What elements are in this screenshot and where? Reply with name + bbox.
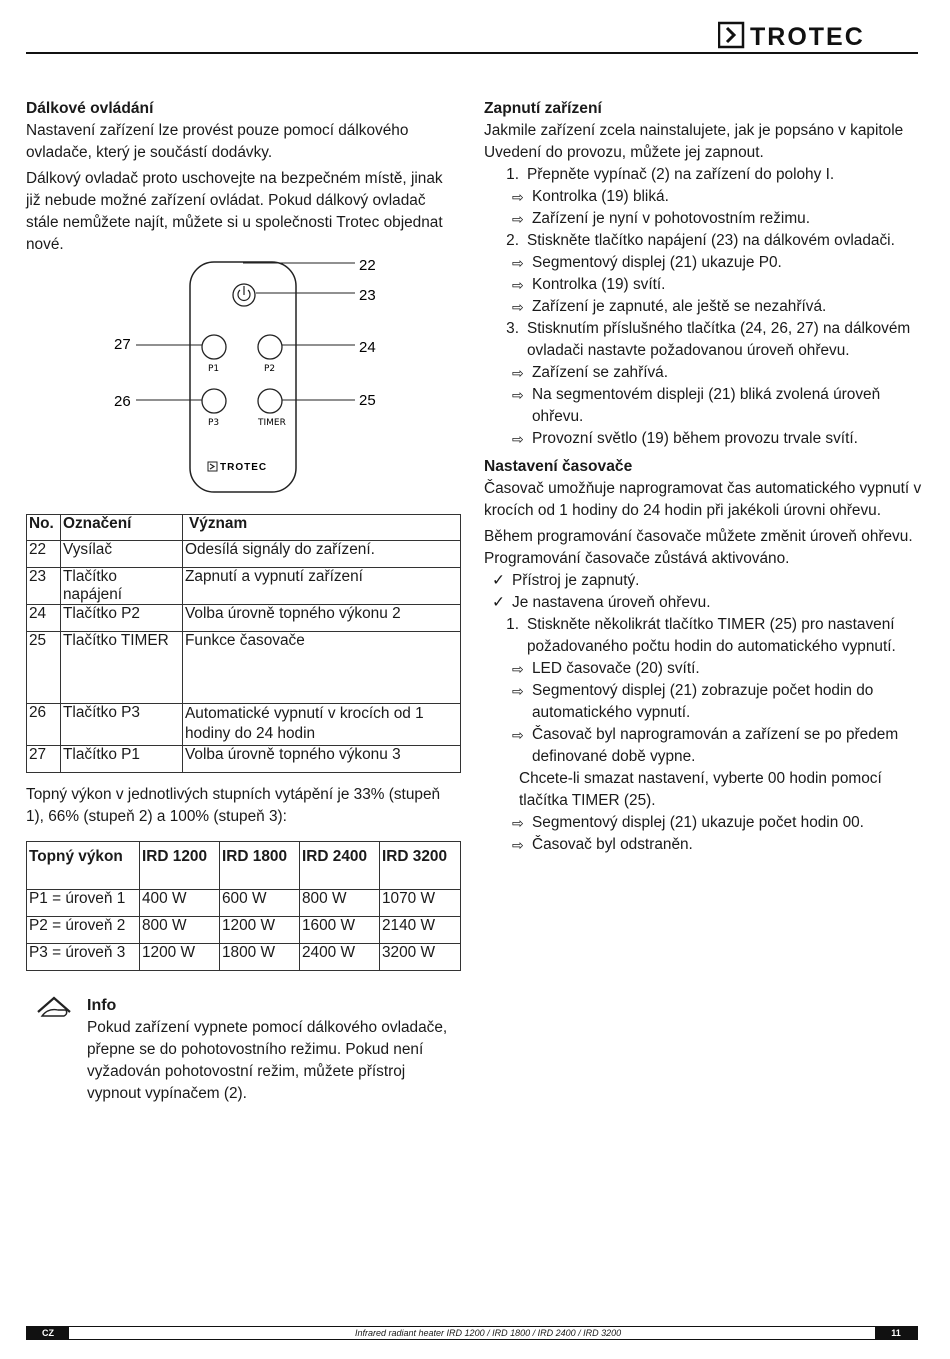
step-number: 3. (506, 320, 519, 337)
table-header-cell: IRD 1800 (220, 842, 300, 890)
table-cell: Tlačítko TIMER (61, 632, 183, 704)
table-cell: Volba úrovně topného výkonu 3 (183, 746, 461, 773)
table-row (27, 541, 461, 568)
table-cell: Funkce časovače (183, 632, 461, 704)
check-item (484, 592, 924, 614)
step-number: 1. (506, 616, 519, 633)
remote-diagram (100, 250, 400, 500)
step-text: Stiskněte tlačítko napájení (23) na dálkovém ovladači. (527, 232, 895, 249)
table-row (27, 632, 461, 704)
result-item (484, 812, 924, 834)
table-header-cell: IRD 2400 (300, 842, 380, 890)
table-row (27, 704, 461, 746)
footer-language: CZ (27, 1327, 69, 1339)
table-cell: 400 W (140, 890, 220, 917)
p3-label: P3 (208, 418, 220, 428)
check-icon: ✓ (492, 572, 505, 589)
step-3 (484, 318, 924, 362)
arrow-icon: ⇨ (512, 661, 524, 677)
table-cell: Volba úrovně topného výkonu 2 (183, 605, 461, 632)
arrow-icon: ⇨ (512, 431, 524, 447)
arrow-icon: ⇨ (512, 387, 524, 403)
table-cell: 1200 W (140, 944, 220, 971)
p2-button (258, 335, 282, 359)
check-item (484, 570, 924, 592)
info-hand-icon (34, 994, 74, 1022)
table-cell: P2 = úroveň 2 (27, 917, 140, 944)
remote-para-1: Nastavení zařízení lze provést pouze pomocí dálkového ovladače, který je součástí dodávky. (26, 122, 409, 161)
result-text: LED časovače (20) svítí. (532, 660, 700, 677)
info-title: Info (87, 997, 117, 1014)
table-cell: 1070 W (380, 890, 461, 917)
result-text: Zařízení se zahřívá. (532, 364, 669, 381)
trotec-logo (718, 20, 918, 50)
callout-23: 23 (359, 287, 376, 304)
table-cell: 25 (27, 632, 61, 704)
table-cell: 27 (27, 746, 61, 773)
step-text: Stiskněte několikrát tlačítko TIMER (25) pro nastavení požadovaného počtu hodin do automatického vypnutí. (527, 616, 896, 655)
check-icon: ✓ (492, 594, 505, 611)
callout-27: 27 (114, 336, 131, 353)
table-cell: Tlačítko P1 (61, 746, 183, 773)
p1-label: P1 (208, 364, 220, 374)
arrow-icon: ⇨ (512, 277, 524, 293)
result-text: Časovač byl naprogramován a zařízení se po předem definované době vypne. (532, 726, 899, 765)
table-cell: Tlačítko napájení (61, 568, 183, 605)
step-2 (484, 230, 924, 252)
header-rule (26, 52, 918, 54)
table-row (27, 890, 461, 917)
callout-22: 22 (359, 257, 376, 274)
result-text: Segmentový displej (21) zobrazuje počet hodin do automatického vypnutí. (532, 682, 874, 721)
result-text: Zařízení je nyní v pohotovostním režimu. (532, 210, 811, 227)
arrow-icon: ⇨ (512, 255, 524, 271)
result-item (484, 384, 924, 428)
callout-25: 25 (359, 392, 376, 409)
table-cell: 2140 W (380, 917, 461, 944)
power-text: Topný výkon v jednotlivých stupních vytápění je 33% (stupeň 1), 66% (stupeň 2) a 100% (stupeň 3): (26, 786, 441, 825)
arrow-icon: ⇨ (512, 727, 524, 743)
step-1 (484, 164, 924, 186)
footer-bar (26, 1326, 918, 1340)
result-text: Segmentový displej (21) ukazuje P0. (532, 254, 782, 271)
result-item (484, 428, 924, 450)
table-header-cell: Topný výkon (27, 842, 140, 890)
table-header-cell: IRD 3200 (380, 842, 461, 890)
result-text: Kontrolka (19) svítí. (532, 276, 666, 293)
table-cell: Automatické vypnutí v krocích od 1 hodiny do 24 hodin (183, 704, 461, 746)
table-header-cell: IRD 1200 (140, 842, 220, 890)
table-cell: P1 = úroveň 1 (27, 890, 140, 917)
result-item (484, 834, 924, 856)
table-row (27, 917, 461, 944)
table-cell: P3 = úroveň 3 (27, 944, 140, 971)
result-item (484, 362, 924, 384)
footer-page-number: 11 (875, 1327, 917, 1339)
table-cell: 800 W (140, 917, 220, 944)
timer-para-1: Časovač umožňuje naprogramovat čas automatického vypnutí v krocích od 1 hodiny do 24 hodin při jakékoli úrovni ohřevu. (484, 480, 922, 519)
result-text: Provozní světlo (19) během provozu trvale svítí. (532, 430, 858, 447)
arrow-icon: ⇨ (512, 815, 524, 831)
remote-logo-text: TROTEC (220, 462, 268, 473)
table-cell: 1200 W (220, 917, 300, 944)
result-item (484, 658, 924, 680)
table-cell: 26 (27, 704, 61, 746)
timer-para-2: Během programování časovače můžete změnit úroveň ohřevu. Programování časovače zůstává aktivováno. (484, 528, 913, 567)
remote-para-2: Dálkový ovladač proto uschovejte na bezpečném místě, jinak již nebude možné zařízení ovládat. Pokud dálkový ovladač stále nemůžete najít, můžete si u společnosti Trotec objednat nové. (26, 170, 443, 253)
table-cell: 24 (27, 605, 61, 632)
p3-button (202, 389, 226, 413)
table-cell: 22 (27, 541, 61, 568)
info-text: Pokud zařízení vypnete pomocí dálkového ovladače, přepne se do pohotovostního režimu. Pokud není vyžadován pohotovostní režim, můžete přístroj vypnout vypínačem (2). (87, 1019, 448, 1102)
timer-heading: Nastavení časovače (484, 458, 633, 475)
remote-heading: Dálkové ovládání (26, 100, 154, 117)
brand-text: TROTEC (750, 23, 865, 50)
result-item (484, 186, 924, 208)
result-item (484, 680, 924, 724)
delete-text: Chcete-li smazat nastavení, vyberte 00 hodin pomocí tlačítka TIMER (25). (519, 770, 882, 809)
table-row (27, 746, 461, 773)
table-cell: Tlačítko P3 (61, 704, 183, 746)
switch-on-intro: Jakmile zařízení zcela nainstalujete, jak je popsáno v kapitole Uvedení do provozu, můžete jej zapnout. (484, 122, 904, 161)
power-table (26, 841, 461, 971)
result-item (484, 208, 924, 230)
callout-26: 26 (114, 393, 131, 410)
table-row (27, 944, 461, 971)
timer-label: TIMER (258, 418, 286, 428)
arrow-icon: ⇨ (512, 189, 524, 205)
check-text: Přístroj je zapnutý. (512, 572, 640, 589)
controls-table (26, 514, 461, 773)
table-cell: 3200 W (380, 944, 461, 971)
result-item (484, 274, 924, 296)
p2-label: P2 (264, 364, 276, 374)
arrow-icon: ⇨ (512, 683, 524, 699)
table-cell: Zapnutí a vypnutí zařízení (183, 568, 461, 605)
table-cell: Odesílá signály do zařízení. (183, 541, 461, 568)
result-item (484, 296, 924, 318)
footer-product: Infrared radiant heater IRD 1200 / IRD 1800 / IRD 2400 / IRD 3200 (355, 1328, 622, 1338)
left-column (26, 98, 461, 260)
switch-on-heading: Zapnutí zařízení (484, 100, 602, 117)
result-text: Na segmentovém displeji (21) bliká zvolená úroveň ohřevu. (532, 386, 881, 425)
table-cell: 2400 W (300, 944, 380, 971)
step-number: 1. (506, 166, 519, 183)
col-label: Označení (61, 515, 183, 541)
result-text: Zařízení je zapnuté, ale ještě se nezahřívá. (532, 298, 827, 315)
result-text: Kontrolka (19) bliká. (532, 188, 669, 205)
p1-button (202, 335, 226, 359)
result-text: Časovač byl odstraněn. (532, 836, 693, 853)
table-row (27, 605, 461, 632)
table-header-row (27, 515, 461, 541)
arrow-icon: ⇨ (512, 299, 524, 315)
timer-button (258, 389, 282, 413)
table-cell: Tlačítko P2 (61, 605, 183, 632)
check-text: Je nastavena úroveň ohřevu. (512, 594, 711, 611)
table-header-row (27, 842, 461, 890)
col-meaning: Význam (183, 515, 461, 541)
col-no: No. (27, 515, 61, 541)
table-cell: 800 W (300, 890, 380, 917)
right-column (484, 98, 924, 856)
table-cell: 600 W (220, 890, 300, 917)
arrow-icon: ⇨ (512, 365, 524, 381)
step-text: Přepněte vypínač (2) na zařízení do polohy I. (527, 166, 835, 183)
callout-24: 24 (359, 339, 376, 356)
table-cell: 1600 W (300, 917, 380, 944)
result-text: Segmentový displej (21) ukazuje počet hodin 00. (532, 814, 864, 831)
step-text: Stisknutím příslušného tlačítka (24, 26, 27) na dálkovém ovladači nastavte požadovanou úroveň ohřevu. (527, 320, 911, 359)
table-cell: 23 (27, 568, 61, 605)
table-row (27, 568, 461, 605)
arrow-icon: ⇨ (512, 211, 524, 227)
result-item (484, 724, 924, 768)
table-cell: Vysílač (61, 541, 183, 568)
info-block (87, 995, 462, 1109)
timer-step-1 (484, 614, 924, 658)
result-item (484, 252, 924, 274)
step-number: 2. (506, 232, 519, 249)
table-cell: 1800 W (220, 944, 300, 971)
arrow-icon: ⇨ (512, 837, 524, 853)
